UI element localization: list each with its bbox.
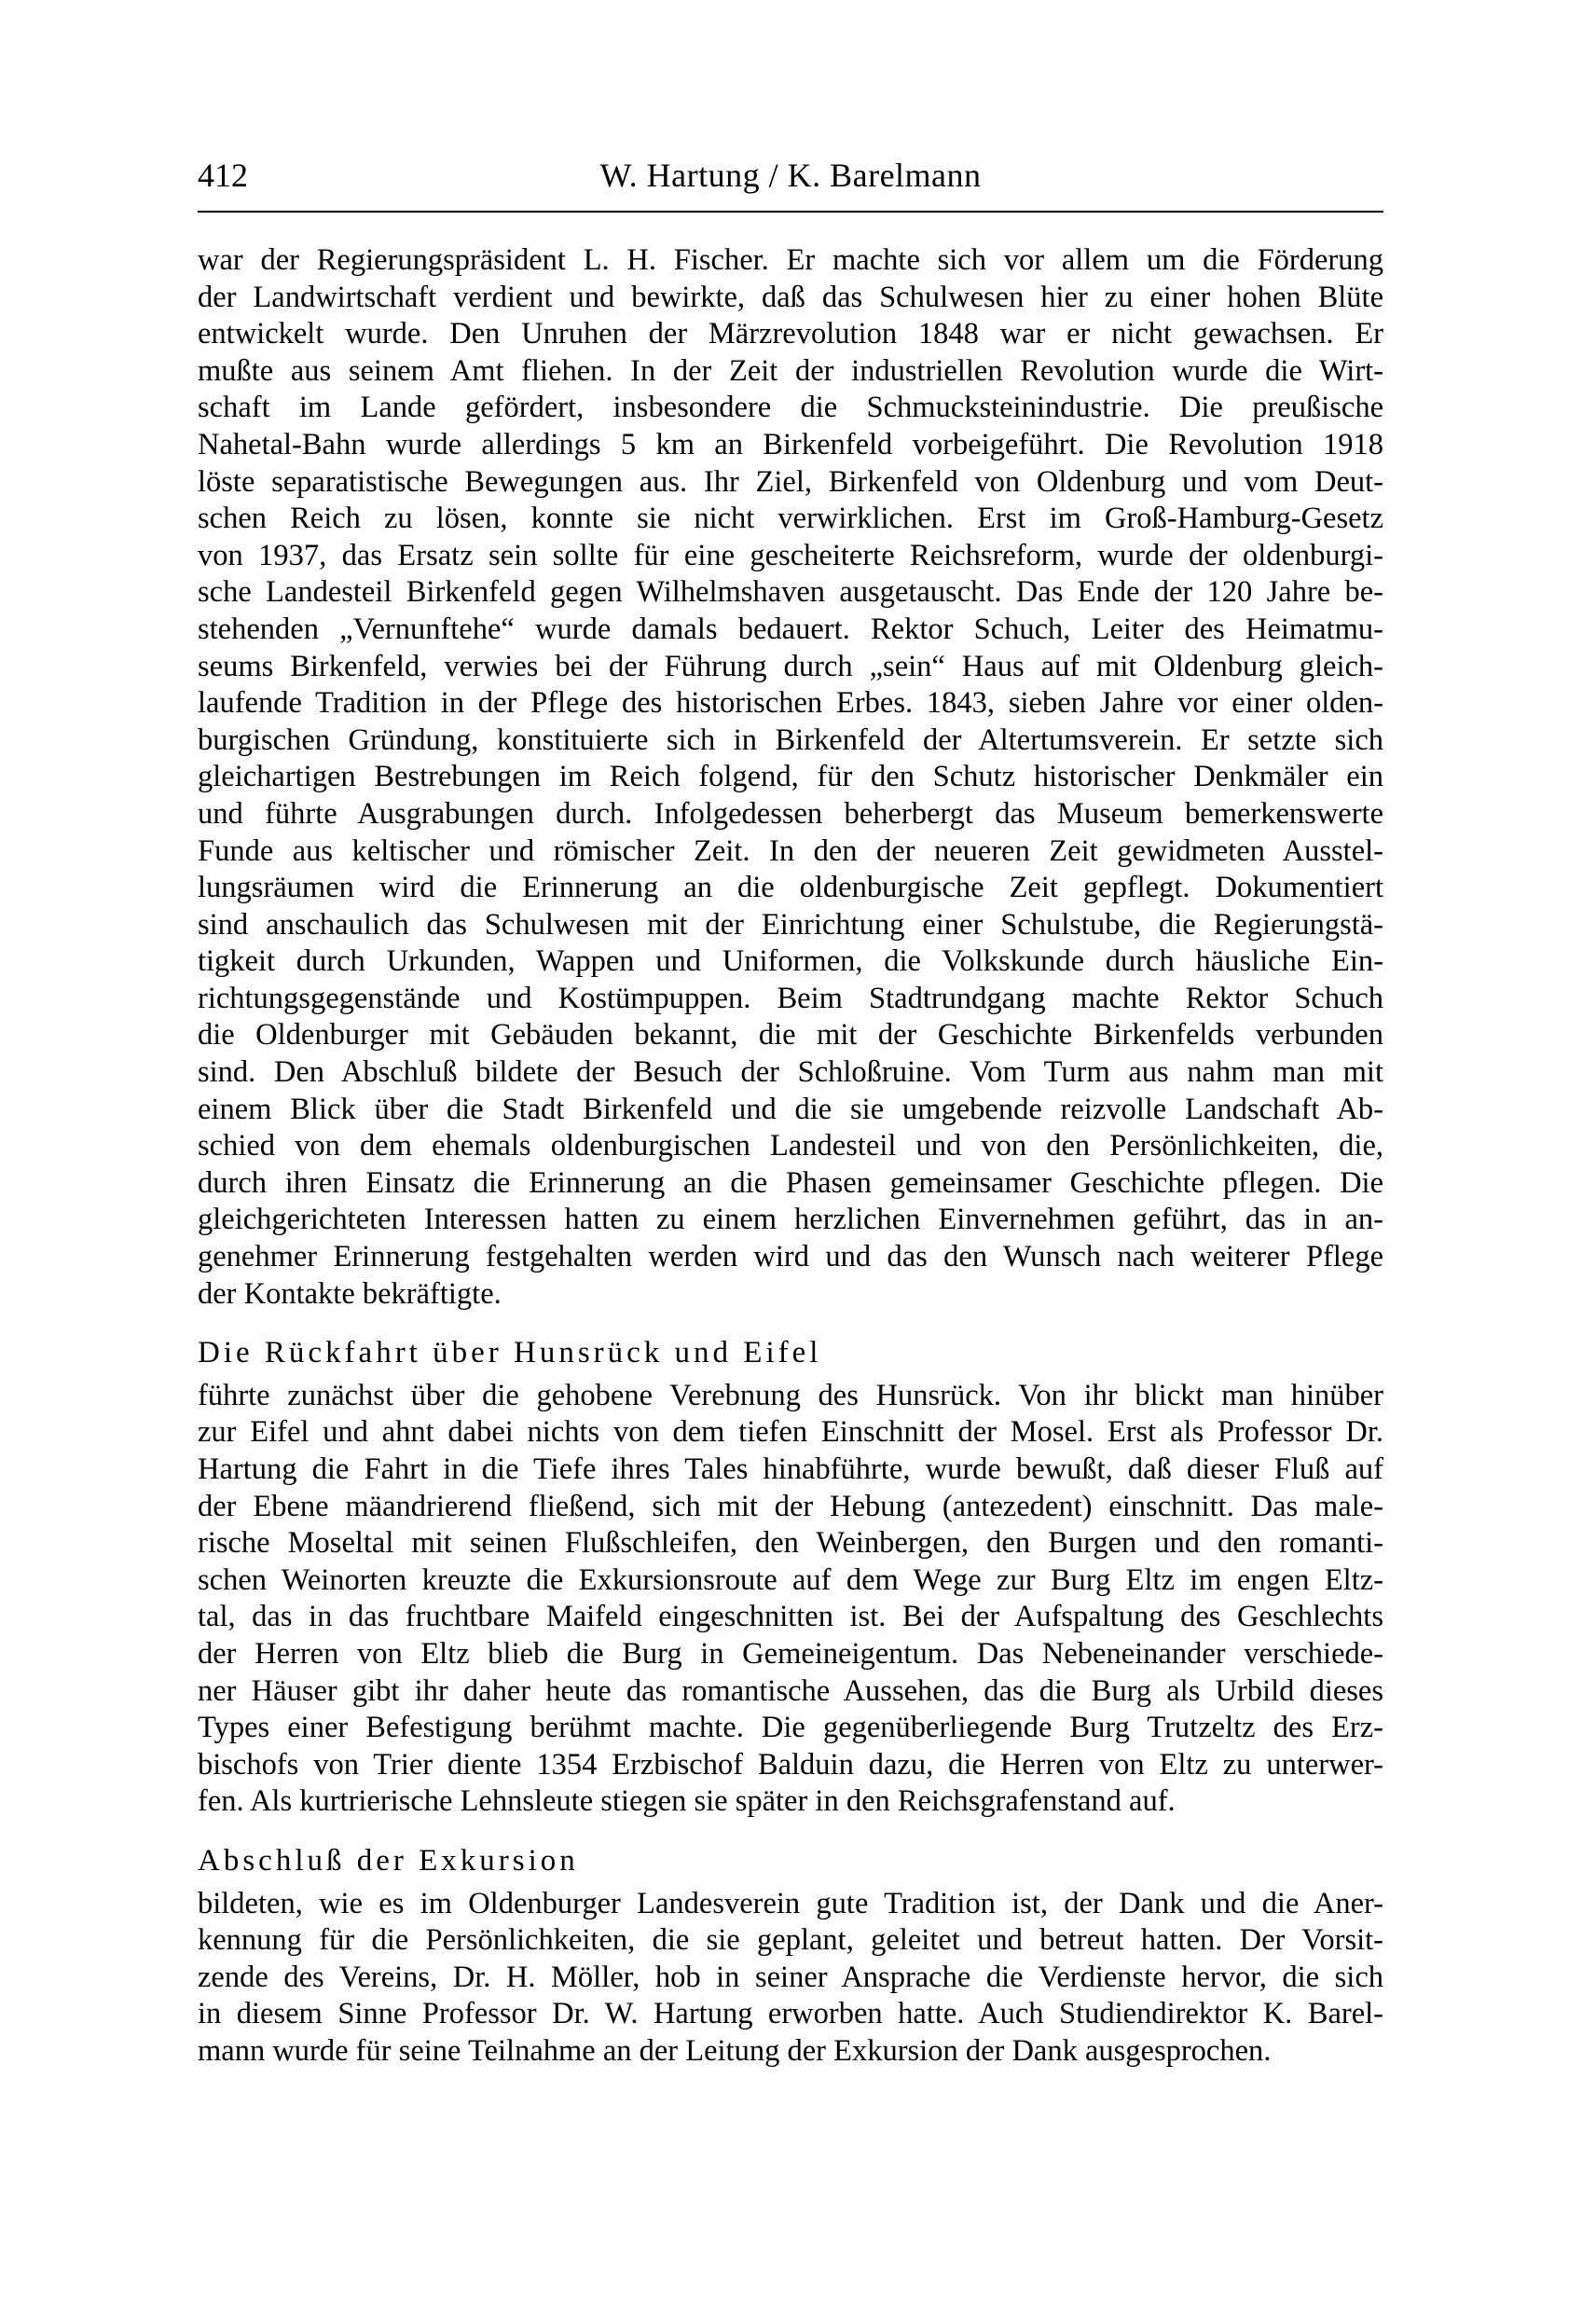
text-line: bildeten, wie es im Oldenburger Landesverein gute Tradition ist, der Dank und die Aner- bbox=[198, 1886, 1383, 1920]
text-line: entwickelt wurde. Den Unruhen der Märzrevolution 1848 war er nicht gewachsen. Er bbox=[198, 317, 1383, 351]
text-line: seums Birkenfeld, verwies bei der Führung durch „sein“ Haus auf mit Oldenburg gleich- bbox=[198, 649, 1383, 683]
text-line: sind. Den Abschluß bildete der Besuch der Schloßruine. Vom Turm aus nahm man mit bbox=[198, 1055, 1383, 1090]
text-line: tigkeit durch Urkunden, Wappen und Uniformen, die Volkskunde durch häusliche Ein- bbox=[198, 944, 1383, 979]
text-line: tal, das in das fruchtbare Maifeld eingeschnitten ist. Bei der Aufspaltung des Geschlechts bbox=[198, 1600, 1383, 1634]
text-line: mußte aus seinem Amt fliehen. In der Zeit der industriellen Revolution wurde die Wirt- bbox=[198, 353, 1383, 388]
paragraph bbox=[198, 242, 1383, 1313]
text-line: der Ebene mäandrierend fließend, sich mit der Hebung (antezedent) einschnitt. Das male- bbox=[198, 1489, 1383, 1523]
running-head: W. Hartung / K. Barelmann bbox=[599, 157, 982, 194]
text-line: die Oldenburger mit Gebäuden bekannt, die mit der Geschichte Birkenfelds verbunden bbox=[198, 1018, 1383, 1053]
text-line: Types einer Befestigung berühmt machte. Die gegenüberliegende Burg Trutzeltz des Erz- bbox=[198, 1711, 1383, 1745]
section-heading: Die Rückfahrt über Hunsrück und Eifel bbox=[198, 1336, 822, 1370]
text-line: gleichgerichteten Interessen hatten zu einem herzlichen Einvernehmen geführt, das in an- bbox=[198, 1203, 1383, 1237]
text-line: ner Häuser gibt ihr daher heute das romantische Aussehen, das die Burg als Urbild dieses bbox=[198, 1673, 1383, 1708]
text-line: führte zunächst über die gehobene Verebnung des Hunsrück. Von ihr blickt man hinüber bbox=[198, 1378, 1383, 1412]
text-line: in diesem Sinne Professor Dr. W. Hartung erworben hatte. Auch Studiendirektor K. Barel- bbox=[198, 1997, 1383, 2031]
text-line: und führte Ausgrabungen durch. Infolgedessen beherbergt das Museum bemerkenswerte bbox=[198, 796, 1383, 831]
text-line: richtungsgegenstände und Kostümpuppen. Beim Stadtrundgang machte Rektor Schuch bbox=[198, 981, 1383, 1015]
text-line: war der Regierungspräsident L. H. Fischer. Er machte sich vor allem um die Förderung bbox=[198, 243, 1383, 277]
paragraph bbox=[198, 1378, 1383, 1821]
text-line: der Kontakte bekräftigte. bbox=[198, 1276, 502, 1311]
text-line: schen Reich zu lösen, konnte sie nicht verwirklichen. Erst im Groß-Hamburg-Gesetz bbox=[198, 502, 1383, 536]
text-line: fen. Als kurtrierische Lehnsleute stiegen sie später in den Reichsgrafenstand auf. bbox=[198, 1784, 1176, 1819]
text-line: sche Landesteil Birkenfeld gegen Wilhelmshaven ausgetauscht. Das Ende der 120 Jahre be- bbox=[198, 575, 1383, 610]
text-line: Nahetal-Bahn wurde allerdings 5 km an Birkenfeld vorbeigeführt. Die Revolution 1918 bbox=[198, 427, 1383, 461]
text-line: kennung für die Persönlichkeiten, die sie geplant, geleitet und betreut hatten. Der Vorsit- bbox=[198, 1923, 1383, 1958]
text-line: löste separatistische Bewegungen aus. Ihr Ziel, Birkenfeld von Oldenburg und vom Deut- bbox=[198, 464, 1383, 499]
text-line: burgischen Gründung, konstituierte sich in Birkenfeld der Altertumsverein. Er setzte sich bbox=[198, 722, 1383, 757]
text-line: von 1937, das Ersatz sein sollte für eine gescheiterte Reichsreform, wurde der oldenburgi- bbox=[198, 538, 1383, 572]
text-line: sind anschaulich das Schulwesen mit der Einrichtung einer Schulstube, die Regierungstä- bbox=[198, 907, 1383, 942]
page-header bbox=[198, 155, 1383, 213]
text-line: laufende Tradition in der Pflege des historischen Erbes. 1843, sieben Jahre vor einer olden- bbox=[198, 686, 1383, 721]
page-number: 412 bbox=[198, 157, 248, 194]
text-line: rische Moseltal mit seinen Flußschleifen, den Weinbergen, den Burgen und den romanti- bbox=[198, 1526, 1383, 1561]
text-line: der Landwirtschaft verdient und bewirkte, daß das Schulwesen hier zu einer hohen Blüte bbox=[198, 280, 1383, 314]
text-line: lungsräumen wird die Erinnerung an die oldenburgische Zeit gepflegt. Dokumentiert bbox=[198, 871, 1383, 905]
paragraph bbox=[198, 1886, 1383, 2071]
text-line: einem Blick über die Stadt Birkenfeld und die sie umgebende reizvolle Landschaft Ab- bbox=[198, 1092, 1383, 1126]
text-line: stehenden „Vernunftehe“ wurde damals bedauert. Rektor Schuch, Leiter des Heimatmu- bbox=[198, 612, 1383, 646]
section-heading: Abschluß der Exkursion bbox=[198, 1843, 579, 1878]
body-text bbox=[198, 242, 1383, 2071]
text-line: Hartung die Fahrt in die Tiefe ihres Tales hinabführte, wurde bewußt, daß dieser Fluß auf bbox=[198, 1452, 1383, 1486]
text-line: Funde aus keltischer und römischer Zeit. In den der neueren Zeit gewidmeten Ausstel- bbox=[198, 833, 1383, 868]
text-line: schaft im Lande gefördert, insbesondere die Schmucksteinindustrie. Die preußische bbox=[198, 391, 1383, 425]
text-line: der Herren von Eltz blieb die Burg in Gemeineigentum. Das Nebeneinander verschiede- bbox=[198, 1636, 1383, 1671]
text-line: zende des Vereins, Dr. H. Möller, hob in seiner Ansprache die Verdienste hervor, die sich bbox=[198, 1960, 1383, 1994]
text-line: bischofs von Trier diente 1354 Erzbischof Balduin dazu, die Herren von Eltz zu unterwer- bbox=[198, 1747, 1383, 1782]
text-line: genehmer Erinnerung festgehalten werden wird und das den Wunsch nach weiterer Pflege bbox=[198, 1240, 1383, 1274]
text-line: schied von dem ehemals oldenburgischen Landesteil und von den Persönlichkeiten, die, bbox=[198, 1129, 1383, 1163]
text-line: schen Weinorten kreuzte die Exkursionsroute auf dem Wege zur Burg Eltz im engen Eltz- bbox=[198, 1562, 1383, 1597]
text-line: gleichartigen Bestrebungen im Reich folgend, für den Schutz historischer Denkmäler ein bbox=[198, 760, 1383, 794]
text-line: zur Eifel und ahnt dabei nichts von dem tiefen Einschnitt der Mosel. Erst als Professor Dr. bbox=[198, 1415, 1383, 1450]
text-line: mann wurde für seine Teilnahme an der Leitung der Exkursion der Dank ausgesprochen. bbox=[198, 2033, 1272, 2068]
text-line: durch ihren Einsatz die Erinnerung an die Phasen gemeinsamer Geschichte pflegen. Die bbox=[198, 1165, 1383, 1200]
